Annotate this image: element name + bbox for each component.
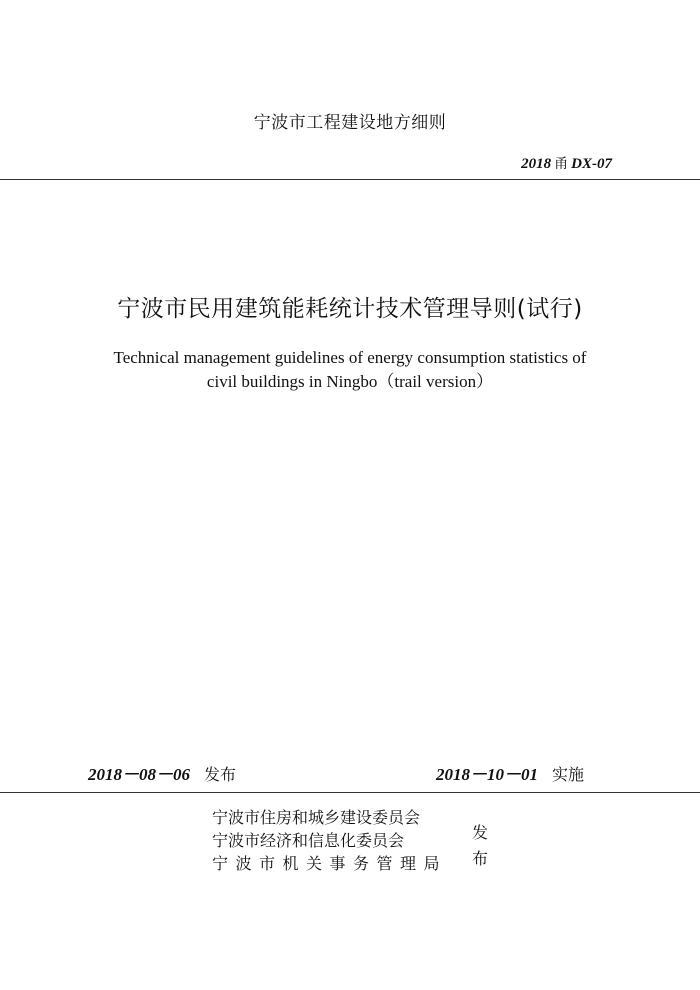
top-divider [0,179,700,180]
document-title: 宁波市民用建筑能耗统计技术管理导则(试行) [117,296,583,322]
standard-code: DX-07 [571,156,612,172]
series-title: 宁波市工程建设地方细则 [253,113,447,133]
issuer-affairs-bureau: 宁波市机关事务管理局 [212,854,448,873]
effective-label: 实施 [552,765,585,784]
standard-number [521,153,612,173]
issue-verb-char-1: 发 [471,823,488,842]
standard-year: 2018 [521,156,552,172]
standard-city: 甬 [554,156,569,172]
release-date: 2018－08－06 [88,765,190,784]
issuer-housing-committee: 宁波市住房和城乡建设委员会 [212,808,421,827]
effective-date: 2018－10－01 [436,765,538,784]
effective-date-line [436,760,584,785]
english-title-line-1: Technical management guidelines of energy consumption statistics of [113,348,587,367]
english-title-line-2: civil buildings in Ningbo（trail version） [206,372,494,391]
bottom-divider [0,792,700,793]
release-label: 发布 [204,765,237,784]
issue-verb-char-2: 布 [471,849,488,868]
issuer-economy-committee: 宁波市经济和信息化委员会 [212,831,405,850]
issue-verb [470,820,490,872]
release-date-line [88,760,236,785]
issuer-list [212,806,447,875]
english-title [60,346,640,394]
